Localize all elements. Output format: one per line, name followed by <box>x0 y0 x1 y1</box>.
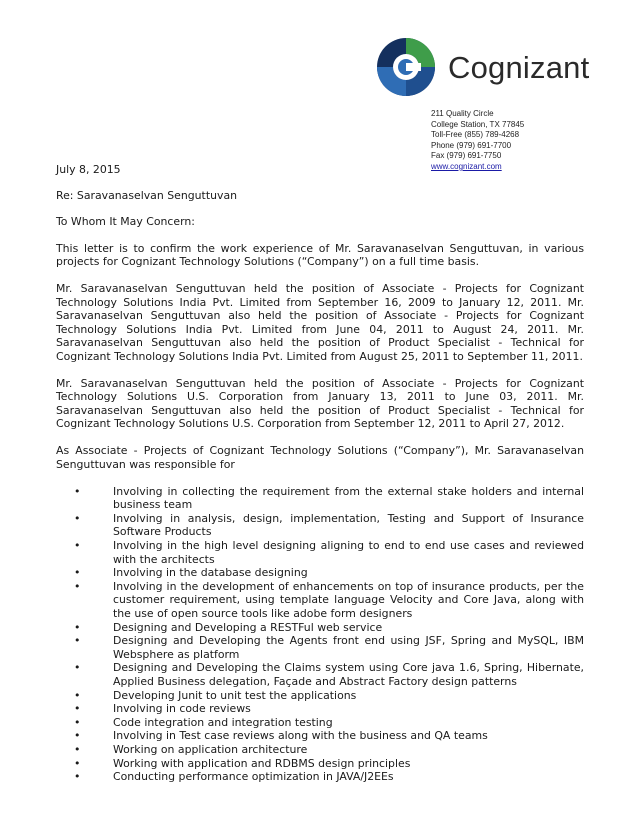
list-item: • Working with application and RDBMS design principles <box>56 757 584 771</box>
list-item: • Involving in code reviews <box>56 702 584 716</box>
letter-subject: Re: Saravanaselvan Senguttuvan <box>56 189 238 203</box>
list-item: • Involving in the database designing <box>56 566 584 580</box>
address-line: Toll-Free (855) 789-4268 <box>431 130 520 140</box>
address-line: 211 Quality Circle <box>431 109 494 118</box>
list-item: • Designing and Developing a RESTFul web service <box>56 621 584 635</box>
list-item: • Developing Junit to unit test the applications <box>56 689 584 703</box>
website-link[interactable]: www.cognizant.com <box>431 161 502 171</box>
cognizant-logo-icon <box>375 36 439 98</box>
list-item: • Working on application architecture <box>56 743 584 757</box>
letter-body <box>56 163 584 784</box>
list-item: • Involving in analysis, design, implementation, Testing and Support of Insurance Software Products <box>56 512 584 539</box>
list-item: • Code integration and integration testing <box>56 716 584 730</box>
letter-salutation: To Whom It May Concern: <box>56 215 195 229</box>
address-line: Fax (979) 691-7750 <box>431 151 502 161</box>
list-item: • Involving in Test case reviews along with the business and QA teams <box>56 729 584 743</box>
list-item: • Involving in the development of enhancements on top of insurance products, per the customer requirement, using template language Velocity and Core Java, along with the use of open source tools like adobe form designers <box>56 580 584 621</box>
list-item: • Designing and Developing the Claims system using Core java 1.6, Spring, Hibernate, Applied Business delegation, Façade and Abstract Factory design patterns <box>56 661 584 688</box>
letter-date: July 8, 2015 <box>56 163 121 176</box>
paragraph-responsibilities-intro: As Associate - Projects of Cognizant Technology Solutions (“Company”), Mr. Saravanaselvan Senguttuvan was responsible for <box>56 444 584 471</box>
paragraph-us-roles: Mr. Saravanaselvan Senguttuvan held the position of Associate - Projects for Cognizant Technology Solutions U.S. Corporation from January 13, 2011 to June 03, 2011. Mr. Saravanaselvan Senguttuvan also held the position of Product Specialist - Technical for Cognizant Technology Solutions U.S. Corporation from September 12, 2011 to April 27, 2012. <box>56 376 584 431</box>
list-item: • Involving in the high level designing aligning to end to end use cases and reviewed with the architects <box>56 539 584 566</box>
company-name: Cognizant <box>448 50 590 85</box>
paragraph-india-roles: Mr. Saravanaselvan Senguttuvan held the position of Associate - Projects for Cognizant Technology Solutions India Pvt. Limited from September 16, 2009 to January 12, 2011. Mr. Saravanaselvan Senguttuvan also held the position of Associate - Projects for Cognizant Technology Solutions India Pvt. Limited from June 04, 2011 to August 24, 2011. Mr. Saravanaselvan Senguttuvan also held the position of Product Specialist - Technical for Cognizant Technology Solutions India Pvt. Limited from August 25, 2011 to September 11, 2011. <box>56 281 584 363</box>
address-line: Phone (979) 691-7700 <box>431 140 512 150</box>
list-item: • Involving in collecting the requirement from the external stake holders and internal business team <box>56 485 584 512</box>
responsibilities-list <box>56 485 584 784</box>
company-logo <box>375 36 590 98</box>
list-item: • Designing and Developing the Agents front end using JSF, Spring and MySQL, IBM Websphere as platform <box>56 634 584 661</box>
address-line: College Station, TX 77845 <box>431 119 525 129</box>
paragraph-intro: This letter is to confirm the work experience of Mr. Saravanaselvan Senguttuvan, in various projects for Cognizant Technology Solutions (“Company”) on a full time basis. <box>56 241 584 269</box>
list-item: • Conducting performance optimization in JAVA/J2EEs <box>56 770 584 784</box>
